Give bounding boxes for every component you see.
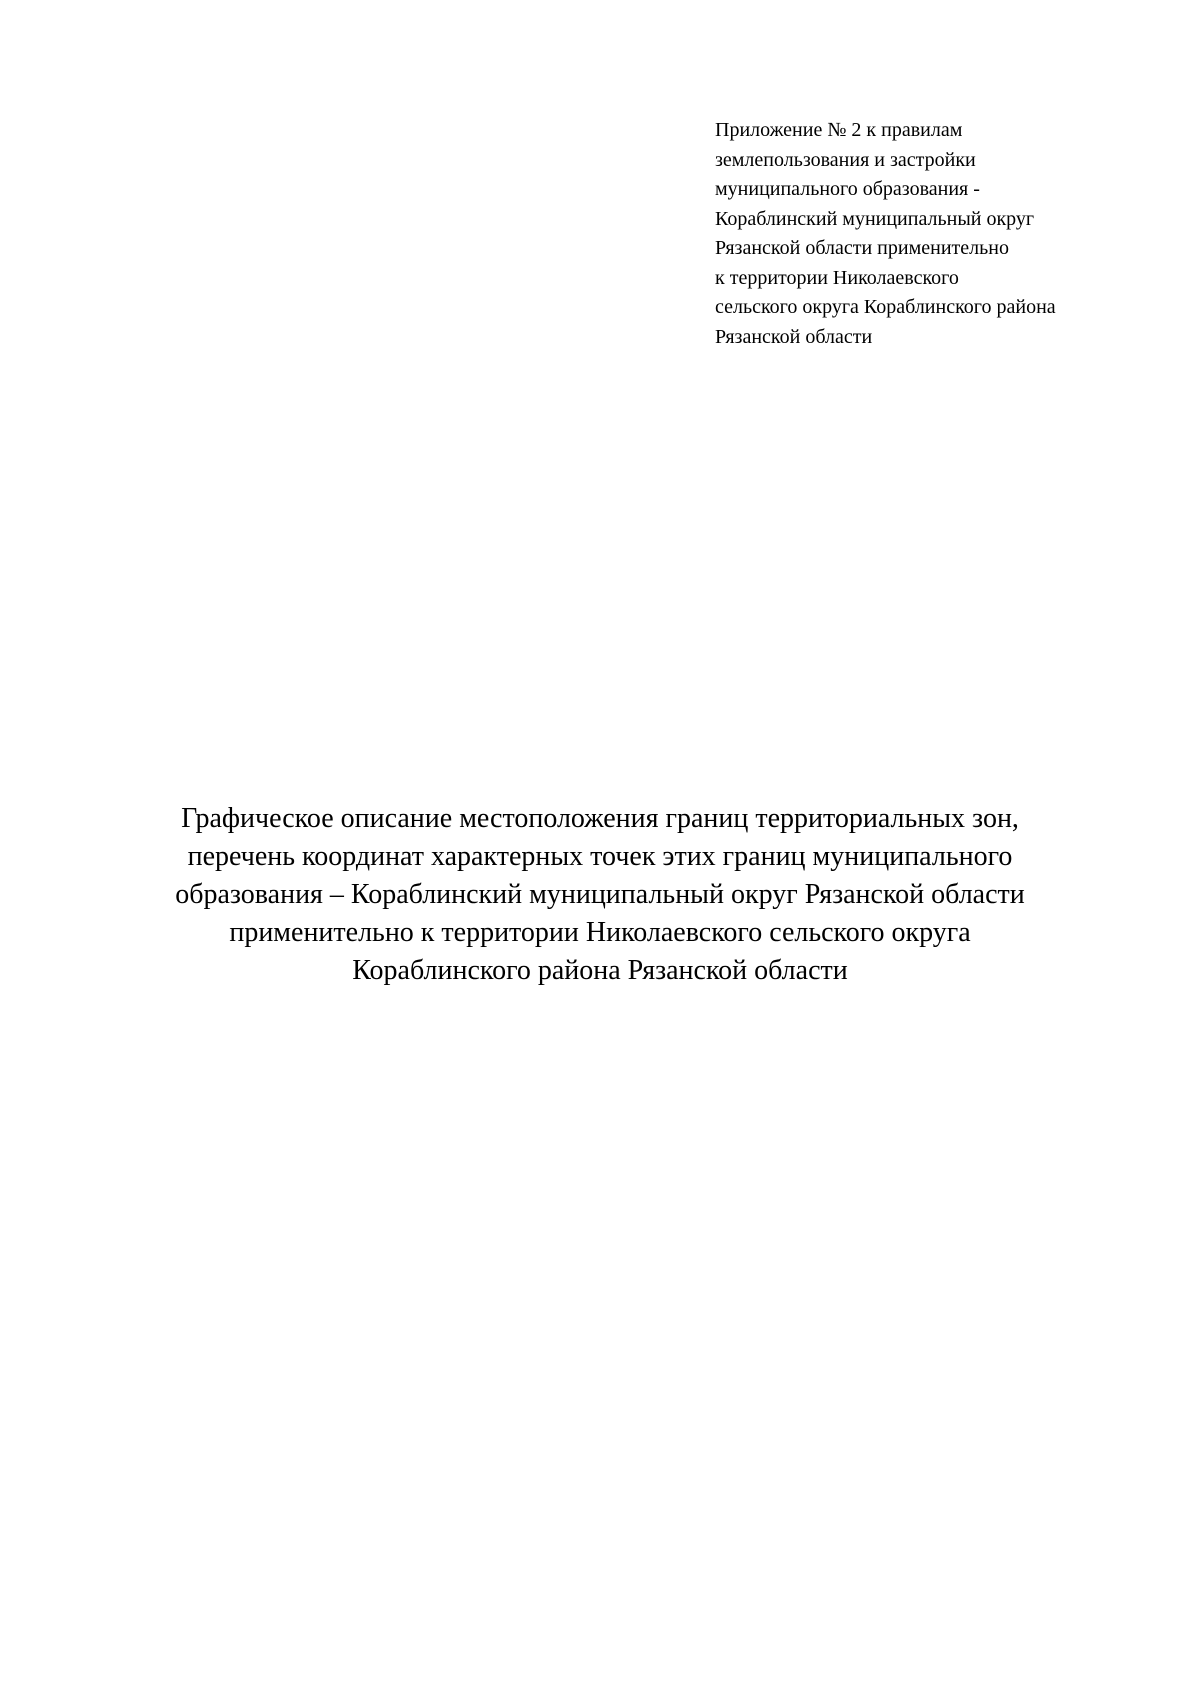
appendix-note-line: землепользования и застройки — [715, 148, 976, 171]
document-title-line: образования – Кораблинский муниципальный округ Рязанской области — [175, 879, 1025, 910]
document-title-line: применительно к территории Николаевского сельского округа — [229, 917, 971, 948]
appendix-note — [715, 116, 1155, 352]
appendix-note-line: к территории Николаевского — [715, 266, 959, 289]
appendix-note-line: сельского округа Кораблинского района — [715, 296, 1056, 318]
document-title — [100, 800, 1100, 990]
document-title-line: перечень координат характерных точек этих границ муниципального — [187, 841, 1013, 872]
appendix-note-line: Кораблинский муниципальный округ — [715, 207, 1035, 230]
appendix-note-line: Рязанской области — [715, 325, 873, 348]
appendix-note-line: Приложение № 2 к правилам — [715, 119, 963, 141]
appendix-note-line: Рязанской области применительно — [715, 237, 1009, 259]
document-title-line: Графическое описание местоположения границ территориальных зон, — [181, 803, 1019, 834]
appendix-note-line: муниципального образования - — [715, 178, 980, 200]
document-title-line: Кораблинского района Рязанской области — [352, 955, 848, 986]
